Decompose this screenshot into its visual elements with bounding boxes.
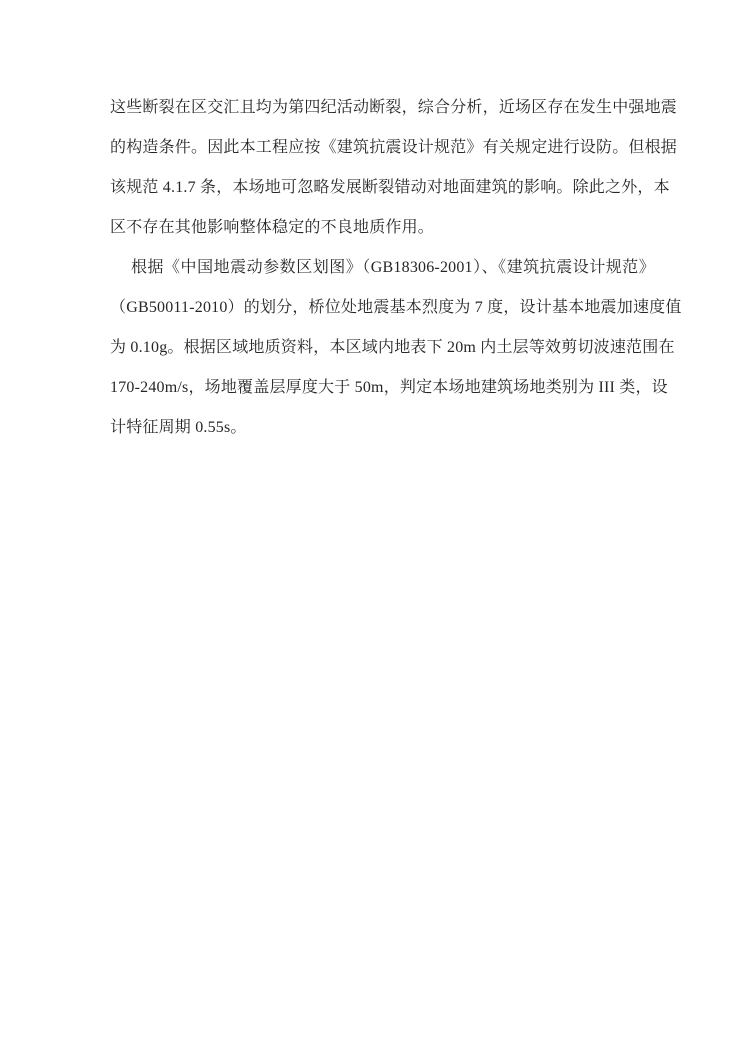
text-line: 这些断裂在区交汇且均为第四纪活动断裂，综合分析，近场区存在发生中强地震 bbox=[110, 99, 678, 116]
text-line: 该规范 4.1.7 条，本场地可忽略发展断裂错动对地面建筑的影响。除此之外，本 bbox=[110, 179, 670, 196]
text-line: 根据《中国地震动参数区划图》（GB18306-2001）、《建筑抗震设计规范》 bbox=[131, 259, 655, 276]
text-line: 170-240m/s，场地覆盖层厚度大于 50m，判定本场地建筑场地类别为 III 类，设 bbox=[110, 379, 668, 396]
paragraph-seismic-parameters bbox=[110, 248, 682, 448]
document-text-block bbox=[110, 88, 682, 448]
text-line: 的构造条件。因此本工程应按《建筑抗震设计规范》有关规定进行设防。但根据 bbox=[110, 139, 678, 156]
text-line: 为 0.10g。根据区域地质资料，本区域内地表下 20m 内土层等效剪切波速范围在 bbox=[110, 339, 675, 356]
text-line: （GB50011-2010）的划分，桥位处地震基本烈度为 7 度，设计基本地震加速度值 bbox=[110, 299, 682, 316]
paragraph-fault-analysis bbox=[110, 88, 678, 248]
text-line: 区不存在其他影响整体稳定的不良地质作用。 bbox=[110, 219, 435, 236]
text-line: 计特征周期 0.55s。 bbox=[110, 419, 247, 436]
